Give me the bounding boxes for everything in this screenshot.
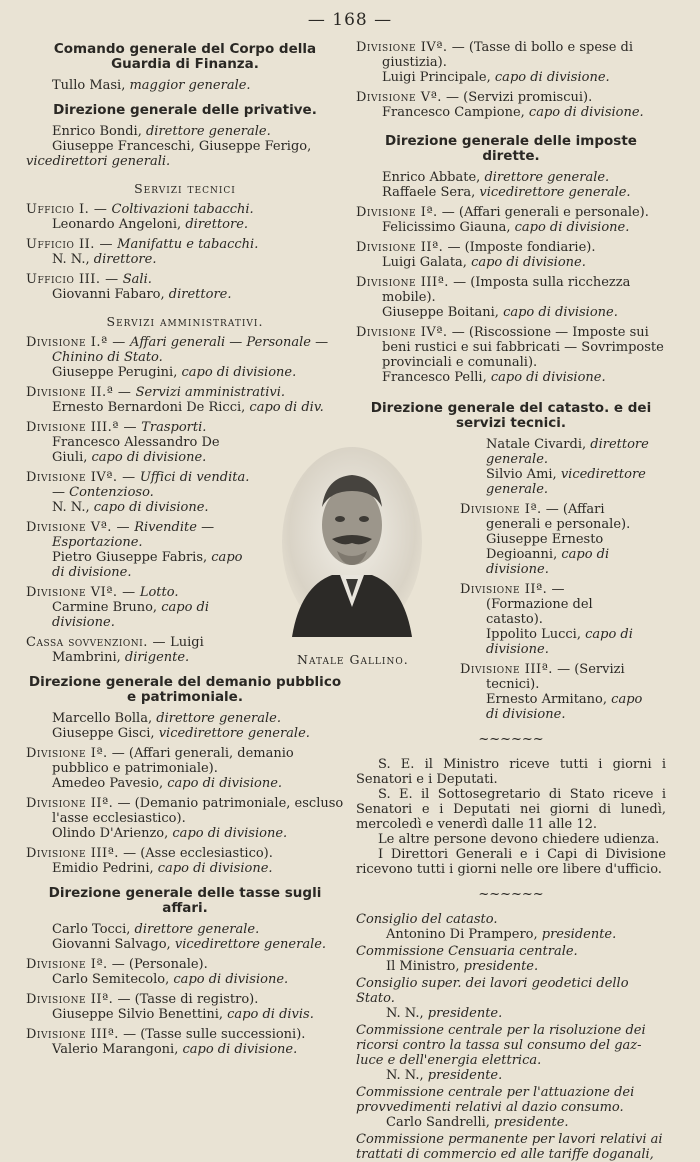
subheading-servizi-tecnici: Servizi tecnici — [134, 181, 236, 196]
narrow-block-left — [26, 420, 258, 665]
tasse-div-5: Divisione Vª. — (Servizi promiscui). — [356, 90, 593, 105]
tasse-div-2-head: Giuseppe Silvio Benettini, capo di divis. — [52, 1007, 314, 1022]
dirette-div-2: Divisione IIª. — (Imposte fondiarie). — [356, 240, 596, 255]
heading-catasto: Direzione generale del catasto. e dei servizi tecnici. — [370, 400, 652, 431]
tasse-div-1: Divisione Iª. — (Personale). — [26, 957, 208, 972]
catasto-div-1: Divisione Iª. — (Affari generali e personale). — [460, 502, 631, 532]
announcement-3: Le altre persone devono chiedere udienza. — [378, 832, 660, 847]
heading-privative: Direzione generale delle privative. — [53, 102, 317, 118]
demanio-div-1: Divisione Iª. — (Affari generali, demanio pubblico e patrimoniale). — [26, 746, 294, 776]
right-column — [356, 40, 666, 1162]
privative-div-3-head: Francesco Alessandro De Giuli, capo di divisione. — [52, 435, 220, 465]
ufficio-1: Ufficio I. — Coltivazioni tabacchi. — [26, 202, 254, 217]
commission-5: Commissione centrale per l'attuazione dei provvedimenti relativi al dazio consumo. Carlo Sandrelli, presidente. — [356, 1085, 635, 1130]
privative-div-1-head: Giuseppe Perugini, capo di divisione. — [52, 365, 297, 380]
dirette-div-3: Divisione IIIª. — (Imposta sulla ricchezza mobile). — [356, 275, 631, 305]
demanio-div-3-head: Emidio Pedrini, capo di divisione. — [52, 861, 273, 876]
entry-privative-vice-role: vicedirettori generali. — [26, 154, 171, 169]
heading-guardia-finanza: Comando generale del Corpo della Guardia di Finanza. — [53, 41, 317, 72]
entry-privative-vice: Giuseppe Franceschi, Giuseppe Ferigo, — [52, 139, 312, 154]
announcement-4: I Direttori Generali e i Capi di Divisione ricevono tutti i giorni nelle ore libere d'ufficio. — [356, 847, 666, 877]
privative-div-5: Divisione Vª. — Rivendite — Esportazione. — [26, 520, 215, 550]
heading-imposte-dirette: Direzione generale delle imposte dirette. — [385, 133, 637, 164]
heading-demanio: Direzione generale del demanio pubblico e patrimoniale. — [28, 674, 342, 705]
ufficio-2: Ufficio II. — Manifattu e tabacchi. — [26, 237, 259, 252]
ufficio-2-head: N. N., direttore. — [52, 252, 157, 267]
entry-privative-dg: Enrico Bondi, direttore generale. — [52, 124, 271, 139]
commission-4: Commissione centrale per la risoluzione dei ricorsi contro la tassa sul consumo del gaz-luce e dell'energia elettrica. N. N., presidente. — [356, 1023, 646, 1083]
ornament-rule-2: ~~~~~~ — [478, 887, 544, 902]
privative-div-1: Divisione I.ª — Affari generali — Personale — Chinino di Stato. — [26, 335, 329, 365]
entry-dirette-vice: Raffaele Sera, vicedirettore generale. — [382, 185, 631, 200]
privative-div-6: Divisione VIª. — Lotto. — [26, 585, 179, 600]
entry-demanio-vice: Giuseppe Gisci, vicedirettore generale. — [52, 726, 310, 741]
tasse-div-2: Divisione IIª. — (Tasse di registro). — [26, 992, 259, 1007]
dirette-div-4-head: Francesco Pelli, capo di divisione. — [382, 370, 606, 385]
dirette-div-4: Divisione IVª. — (Riscossione — Imposte sui beni rustici e sui fabbricati — Sovrimposte provinciali e comunali). — [356, 325, 664, 370]
privative-div-2-head: Ernesto Bernardoni De Ricci, capo di div. — [52, 400, 324, 415]
dirette-div-3-head: Giuseppe Boitani, capo di divisione. — [382, 305, 618, 320]
announcement-1: S. E. il Ministro riceve tutti i giorni i Senatori e i Deputati. — [356, 757, 666, 787]
catasto-div-2: Divisione IIª. — (Formazione del catasto). — [460, 582, 593, 627]
commission-6: Commissione permanente per lavori relativi ai trattati di commercio ed alle tariffe doganali, — [356, 1132, 663, 1162]
subheading-servizi-amministrativi: Servizi amministrativi. — [106, 314, 264, 329]
dirette-div-1: Divisione Iª. — (Affari generali e personale). — [356, 205, 649, 220]
privative-div-6-head: Carmine Bruno, capo di divisione. — [52, 600, 210, 630]
commission-1: Consiglio del catasto. Antonino Di Prampero, presidente. — [356, 912, 617, 942]
privative-div-4: Divisione IVª. — Uffici di vendita. — Contenzioso. — [26, 470, 250, 500]
page-number: — 168 — — [307, 10, 393, 30]
tasse-div-4: Divisione IVª. — (Tasse di bollo e spese di giustizia). — [356, 40, 633, 70]
demanio-div-1-head: Amedeo Pavesio, capo di divisione. — [52, 776, 283, 791]
ornament-rule-1: ~~~~~~ — [478, 732, 544, 747]
entry-tasse-dg: Carlo Tocci, direttore generale. — [52, 922, 260, 937]
dirette-div-2-head: Luigi Galata, capo di divisione. — [382, 255, 586, 270]
privative-div-2: Divisione II.ª — Servizi amministrativi. — [26, 385, 285, 400]
catasto-div-3-head: Ernesto Armitano, capo di divisione. — [486, 692, 643, 722]
entry-catasto-vice: Silvio Ami, vicedirettore generale. — [486, 467, 646, 497]
privative-div-3: Divisione III.ª — Trasporti. — [26, 420, 207, 435]
tasse-div-3-head: Valerio Marangoni, capo di divisione. — [52, 1042, 298, 1057]
dirette-div-1-head: Felicissimo Giauna, capo di divisione. — [382, 220, 630, 235]
entry-catasto-dg: Natale Civardi, direttore generale. — [486, 437, 649, 467]
commission-3: Consiglio super. dei lavori geodetici dello Stato. N. N., presidente. — [356, 976, 629, 1021]
tasse-div-4-head: Luigi Principale, capo di divisione. — [382, 70, 610, 85]
entry-finanza: Tullo Masi, maggior generale. — [52, 78, 251, 93]
announcement-2: S. E. il Sottosegretario di Stato riceve i Senatori e i Deputati nei giorni di lunedì, mercoledì e venerdì dalle 11 alle 12. — [356, 787, 666, 832]
heading-tasse-affari: Direzione generale delle tasse sugli affari. — [48, 885, 322, 916]
portrait-caption: Natale Gallino. — [297, 652, 409, 667]
demanio-div-2-head: Olindo D'Arienzo, capo di divisione. — [52, 826, 288, 841]
entry-dirette-dg: Enrico Abbate, direttore generale. — [382, 170, 610, 185]
cassa-sovvenzioni: Cassa sovvenzioni. — Luigi Mambrini, dirigente. — [26, 635, 204, 665]
tasse-div-1-head: Carlo Semitecolo, capo di divisione. — [52, 972, 289, 987]
entry-demanio-dg: Marcello Bolla, direttore generale. — [52, 711, 281, 726]
ufficio-3-head: Giovanni Fabaro, direttore. — [52, 287, 232, 302]
catasto-div-1-head: Giuseppe Ernesto Degioanni, capo di divisione. — [486, 532, 610, 577]
catasto-div-2-head: Ippolito Lucci, capo di divisione. — [486, 627, 633, 657]
tasse-div-5-head: Francesco Campione, capo di divisione. — [382, 105, 644, 120]
catasto-narrow-block — [460, 437, 650, 722]
entry-tasse-vice: Giovanni Salvago, vicedirettore generale. — [52, 937, 327, 952]
ufficio-1-head: Leonardo Angeloni, direttore. — [52, 217, 249, 232]
tasse-div-3: Divisione IIIª. — (Tasse sulle successioni). — [26, 1027, 306, 1042]
demanio-div-2: Divisione IIª. — (Demanio patrimoniale, escluso l'asse ecclesiastico). — [26, 796, 344, 826]
demanio-div-3: Divisione IIIª. — (Asse ecclesiastico). — [26, 846, 273, 861]
catasto-div-3: Divisione IIIª. — (Servizi tecnici). — [460, 662, 625, 692]
commission-2: Commissione Censuaria centrale. Il Ministro, presidente. — [356, 944, 578, 974]
ufficio-3: Ufficio III. — Sali. — [26, 272, 152, 287]
privative-div-4-head: N. N., capo di divisione. — [52, 500, 209, 515]
privative-div-5-head: Pietro Giuseppe Fabris, capo di divisione. — [52, 550, 243, 580]
